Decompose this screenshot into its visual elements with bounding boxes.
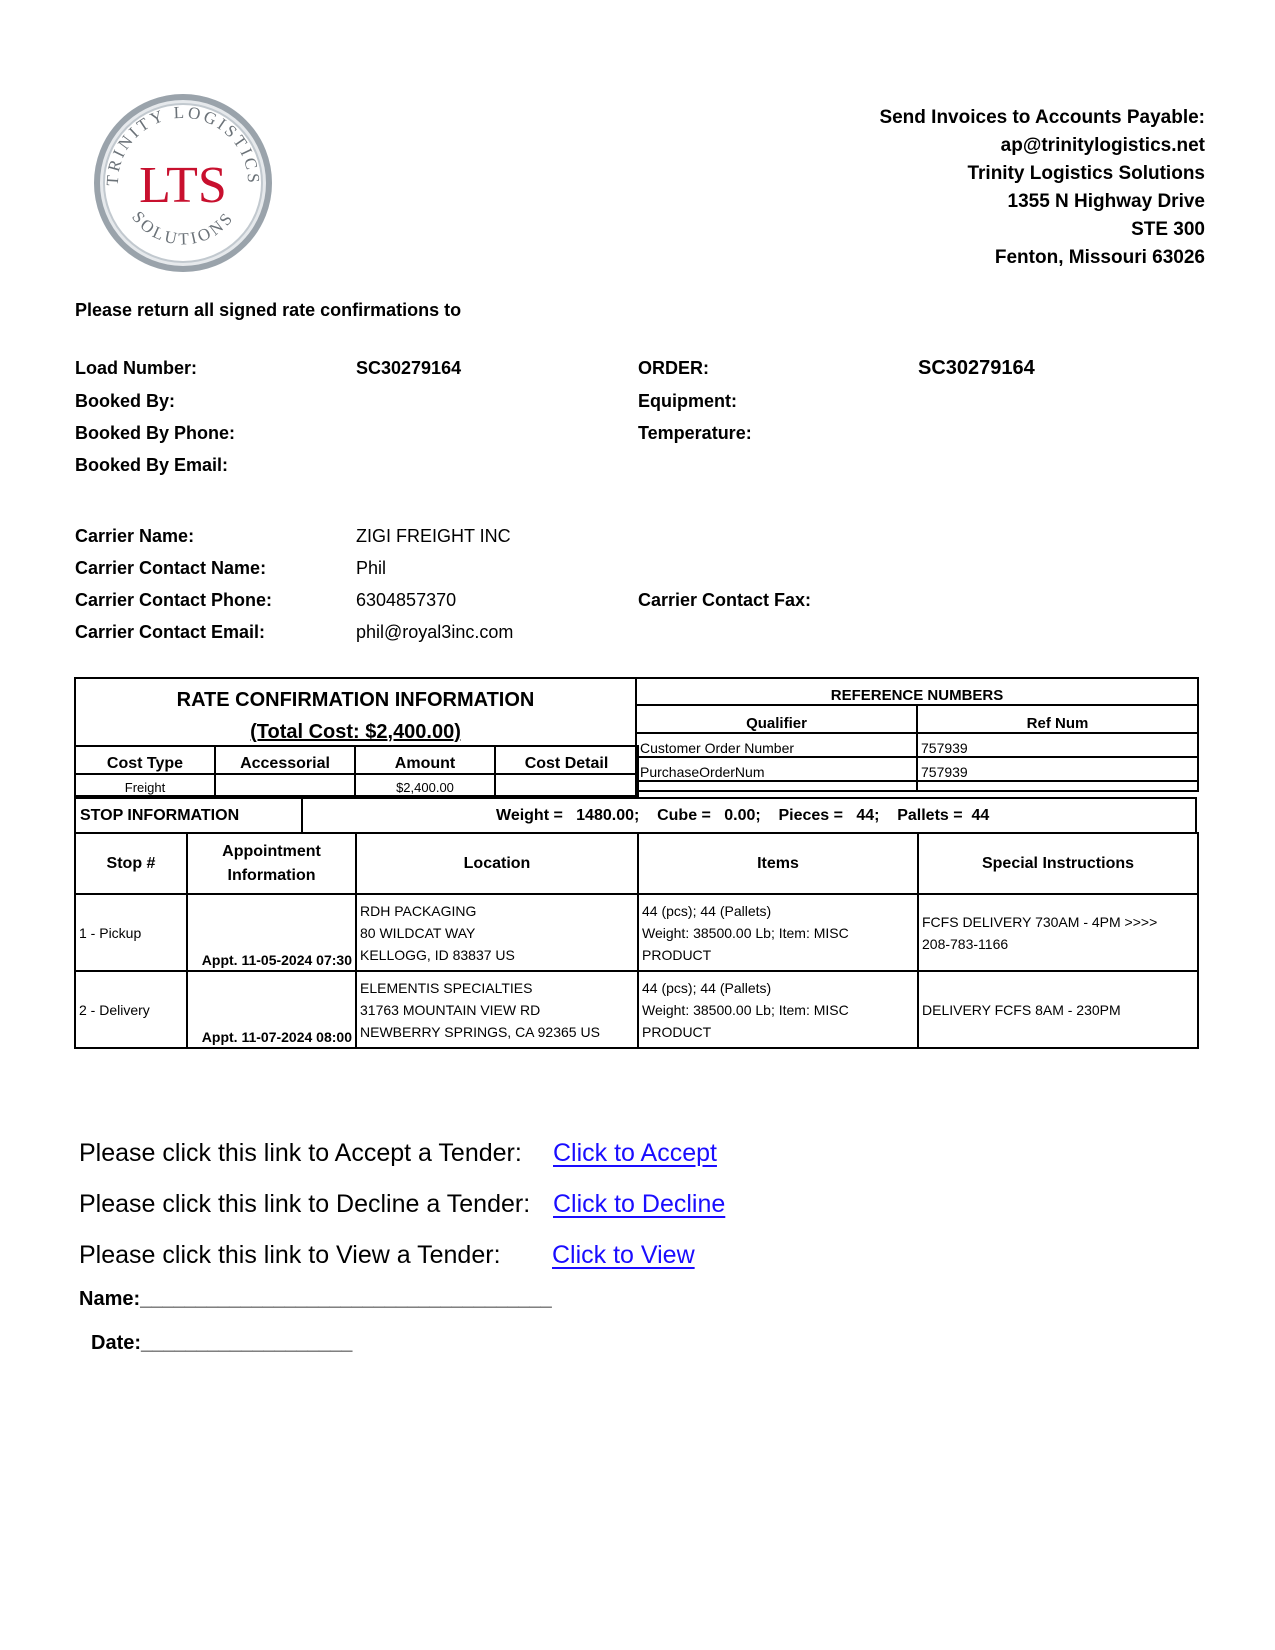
rate-title: RATE CONFIRMATION INFORMATION: [176, 689, 535, 711]
invoice-address-block: [879, 104, 1205, 272]
stops-col-appointment: Appointment Information: [187, 833, 356, 894]
carrier-contact-email-label: Carrier Contact Email:: [75, 622, 266, 642]
items-count: 44 (pcs); 44 (Pallets): [642, 902, 772, 919]
rate-cell-amount: $2,400.00: [355, 774, 495, 796]
table-row: [75, 971, 1198, 1048]
ref-qualifier-1: Customer Order Number: [636, 733, 917, 757]
logo-ring-bottom-text: SOLUTIONS: [128, 207, 238, 249]
rate-total-cost: (Total Cost: $2,400.00): [250, 721, 461, 743]
items-weight: Weight: 38500.00 Lb; Item: MISC: [642, 924, 849, 941]
order-label: ORDER:: [638, 358, 709, 378]
stops-table: [74, 832, 1199, 1049]
ref-num-2: 757939: [917, 757, 1198, 781]
view-link[interactable]: Click to View: [552, 1241, 695, 1269]
rate-col-cost-detail: Cost Detail: [495, 746, 638, 774]
load-number-label: Load Number:: [75, 358, 198, 378]
ref-num-1: 757939: [917, 733, 1198, 757]
special-instruction-line: FCFS DELIVERY 730AM - 4PM >>>>: [922, 913, 1158, 930]
location-city: NEWBERRY SPRINGS, CA 92365 US: [360, 1023, 600, 1040]
carrier-name-label: Carrier Name:: [75, 526, 195, 546]
rate-confirmation-box: [74, 677, 637, 799]
date-signature-line[interactable]: Date:___________________: [91, 1332, 353, 1354]
trinity-logistics-logo: [90, 90, 276, 276]
reference-numbers-table: [635, 677, 1199, 792]
stop-information-label: STOP INFORMATION: [80, 807, 240, 824]
name-signature-line[interactable]: Name:_____________________________________: [79, 1288, 552, 1310]
carrier-contact-name-value: Phil: [356, 558, 387, 578]
rate-cell-cost-detail: [495, 774, 638, 796]
rate-cell-accessorial: [215, 774, 355, 796]
accept-prompt: Please click this link to Accept a Tender:: [79, 1139, 522, 1167]
city-state-zip: Fenton, Missouri 63026: [994, 247, 1205, 268]
table-row: [75, 894, 1198, 971]
items-weight: Weight: 38500.00 Lb; Item: MISC: [642, 1001, 849, 1018]
equipment-label: Equipment:: [638, 391, 737, 411]
stop-information-bar: [74, 797, 1197, 834]
special-instruction-line: DELIVERY FCFS 8AM - 230PM: [922, 1001, 1121, 1018]
booked-by-phone-label: Booked By Phone:: [75, 423, 236, 443]
items-count: 44 (pcs); 44 (Pallets): [642, 979, 772, 996]
company-name: Trinity Logistics Solutions: [967, 163, 1205, 184]
stops-col-stop: Stop #: [75, 833, 187, 894]
location-name: ELEMENTIS SPECIALTIES: [360, 979, 533, 996]
rate-col-amount: Amount: [355, 746, 495, 774]
items-product: PRODUCT: [642, 1023, 712, 1040]
order-value: SC30279164: [918, 357, 1035, 379]
carrier-contact-phone-label: Carrier Contact Phone:: [75, 590, 273, 610]
logo-ring-top-text: TRINITY LOGISTICS: [102, 102, 264, 187]
rate-col-cost-type: Cost Type: [75, 746, 215, 774]
location-name: RDH PACKAGING: [360, 902, 477, 919]
accept-link[interactable]: Click to Accept: [553, 1139, 717, 1167]
decline-prompt: Please click this link to Decline a Tender:: [79, 1190, 531, 1218]
location-city: KELLOGG, ID 83837 US: [360, 946, 515, 963]
special-instruction-phone: 208-783-1166: [922, 935, 1009, 952]
stops-col-items: Items: [638, 833, 918, 894]
shipment-summary: Weight = 1480.00; Cube = 0.00; Pieces = 44; Pallets = 44: [496, 807, 990, 824]
invoice-instruction: Send Invoices to Accounts Payable:: [879, 107, 1205, 128]
carrier-contact-fax-label: Carrier Contact Fax:: [638, 590, 812, 610]
carrier-contact-name-label: Carrier Contact Name:: [75, 558, 267, 578]
suite: STE 300: [1131, 219, 1205, 240]
carrier-contact-email-value: phil@royal3inc.com: [356, 622, 514, 642]
street-address: 1355 N Highway Drive: [1007, 191, 1205, 212]
stop-number: 2 - Delivery: [75, 971, 187, 1048]
carrier-contact-phone-value: 6304857370: [356, 590, 457, 610]
appointment-info: Appt. 11-05-2024 07:30: [187, 894, 356, 971]
temperature-label: Temperature:: [638, 423, 752, 443]
rate-table: [74, 745, 639, 797]
booked-by-email-label: Booked By Email:: [75, 455, 229, 475]
reference-numbers-title: REFERENCE NUMBERS: [636, 678, 1198, 705]
rate-cell-cost-type: Freight: [75, 774, 215, 796]
items-product: PRODUCT: [642, 946, 712, 963]
location-street: 80 WILDCAT WAY: [360, 924, 476, 941]
ref-col-ref-num: Ref Num: [917, 705, 1198, 733]
stops-col-location: Location: [356, 833, 638, 894]
decline-link[interactable]: Click to Decline: [553, 1190, 726, 1218]
ap-email: ap@trinitylogistics.net: [1000, 135, 1205, 156]
ref-col-qualifier: Qualifier: [636, 705, 917, 733]
stop-number: 1 - Pickup: [75, 894, 187, 971]
load-number-value: SC30279164: [356, 358, 462, 378]
view-prompt: Please click this link to View a Tender:: [79, 1241, 501, 1269]
booked-by-label: Booked By:: [75, 391, 176, 411]
rate-col-accessorial: Accessorial: [215, 746, 355, 774]
return-note: Please return all signed rate confirmations to: [75, 300, 462, 320]
logo-monogram: LTS: [139, 157, 227, 214]
appointment-info: Appt. 11-07-2024 08:00: [187, 971, 356, 1048]
stops-col-special-instructions: Special Instructions: [918, 833, 1198, 894]
carrier-name-value: ZIGI FREIGHT INC: [356, 526, 511, 546]
ref-qualifier-2: PurchaseOrderNum: [636, 757, 917, 781]
location-street: 31763 MOUNTAIN VIEW RD: [360, 1001, 541, 1018]
